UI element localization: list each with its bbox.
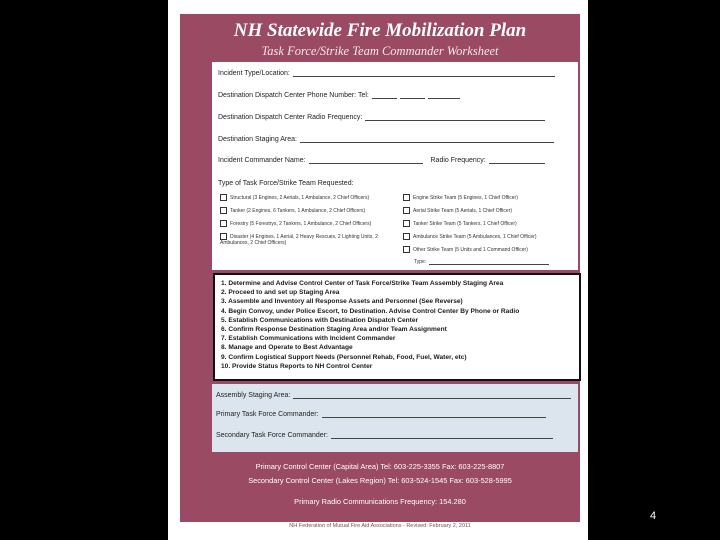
type-requested-label: Type of Task Force/Strike Team Requested: (218, 180, 354, 187)
dispatch-phone-field (218, 92, 460, 99)
checkbox[interactable] (403, 220, 410, 227)
checkbox[interactable] (403, 207, 410, 214)
assembly-staging-field: Assembly Staging Area: (216, 392, 571, 399)
phone-line-2 (400, 92, 425, 99)
option-forestry[interactable]: Forestry (5 Forestrys, 2 Tankers, 1 Ambulance, 2 Chief Officers) (220, 220, 371, 227)
step-item: 1. Determine and Advise Control Center of Task Force/Strike Team Assembly Staging Area (221, 280, 504, 287)
option-other-strike-team[interactable]: Other Strike Team (5 Units and 1 Command Officer) (403, 246, 528, 253)
worksheet-title: NH Statewide Fire Mobilization Plan (233, 20, 527, 41)
option-structural[interactable]: Structural (3 Engines, 2 Aerials, 1 Ambulance, 2 Chief Officers) (220, 194, 369, 201)
incident-type-line (293, 70, 555, 77)
option-engine-strike-team[interactable]: Engine Strike Team (5 Engines, 1 Chief Officer) (403, 194, 518, 201)
checkbox[interactable] (220, 194, 227, 201)
option-tanker-strike-team[interactable]: Tanker Strike Team (5 Tankers, 1 Chief Officer) (403, 220, 517, 227)
step-item: 9. Confirm Logistical Support Needs (Personnel Rehab, Food, Fuel, Water, etc) (221, 353, 467, 361)
staging-area-field (218, 136, 554, 143)
option-disaster[interactable]: Disaster (4 Engines, 1 Aerial, 2 Heavy Rescues, 2 Lighting Units, 2 Ambulances, 2 Chief Officers) (220, 233, 378, 246)
radio-frequency-line (365, 114, 545, 121)
primary-commander-field: Primary Task Force Commander: (216, 411, 546, 418)
checkbox[interactable] (403, 246, 410, 253)
radio-frequency-label-2: Radio Frequency: (430, 157, 486, 164)
option-aerial-strike-team[interactable]: Aerial Strike Team (5 Aerials, 1 Chief Officer) (403, 207, 512, 214)
procedure-steps-box (213, 273, 581, 381)
primary-control-center: Primary Control Center (Capital Area) Tel: 603-225-3355 Fax: 603-225-8807 (255, 462, 505, 471)
checkbox[interactable] (220, 207, 227, 214)
incident-commander-label: Incident Commander Name: (218, 157, 306, 164)
staging-area-label: Destination Staging Area: (218, 136, 297, 143)
incident-type-field (218, 70, 555, 77)
option-ambulance-strike-team[interactable]: Ambulance Strike Team (5 Ambulances, 1 Chief Officer) (403, 233, 536, 240)
step-item: 8. Manage and Operate to Best Advantage (221, 344, 353, 352)
secondary-commander-field: Secondary Task Force Commander: (216, 432, 553, 439)
step-item: 6. Confirm Response Destination Staging Area and/or Team Assignment (221, 326, 447, 334)
radio-frequency-line-2 (489, 157, 545, 164)
step-item: 7. Establish Communications with Incident Commander (221, 335, 396, 343)
checkbox[interactable] (403, 233, 410, 240)
option-tanker[interactable]: Tanker (2 Engines, 6 Tankers, 1 Ambulance, 2 Chief Officers) (220, 207, 365, 214)
checkbox[interactable] (220, 220, 227, 227)
step-item: 5. Establish Communications with Destination Dispatch Center (221, 316, 419, 324)
step-item: 10. Provide Status Reports to NH Control Center (221, 362, 373, 370)
checkbox[interactable] (220, 233, 227, 240)
dispatch-phone-label: Destination Dispatch Center Phone Number: Tel: (218, 92, 369, 99)
slide-number: 4 (650, 510, 657, 522)
document-footer: NH Federation of Mutual Fire Aid Associations - Revised: February 2, 2011 (289, 523, 471, 529)
phone-line-1 (372, 92, 397, 99)
step-item: 3. Assemble and Inventory all Response Assets and Personnel (See Reverse) (221, 298, 463, 306)
incident-commander-line (309, 157, 423, 164)
type-field: Type: (414, 259, 549, 265)
step-item: 2. Proceed to and set up Staging Area (221, 289, 340, 297)
incident-type-label: Incident Type/Location: (218, 70, 290, 77)
checkbox[interactable] (403, 194, 410, 201)
step-item: 4. Begin Convoy, under Police Escort, to Destination. Advise Control Center By Phone or Radio (221, 307, 520, 315)
incident-commander-field (218, 157, 545, 164)
staging-area-line (300, 136, 554, 143)
secondary-control-center: Secondary Control Center (Lakes Region) Tel: 603-524-1545 Fax: 603-528-5995 (248, 476, 512, 485)
radio-frequency-field (218, 114, 545, 121)
phone-line-3 (428, 92, 460, 99)
radio-frequency-label: Destination Dispatch Center Radio Frequency: (218, 114, 363, 121)
worksheet-subtitle: Task Force/Strike Team Commander Worksheet (261, 44, 499, 58)
radio-frequency-info: Primary Radio Communications Frequency: 154.280 (294, 497, 466, 506)
